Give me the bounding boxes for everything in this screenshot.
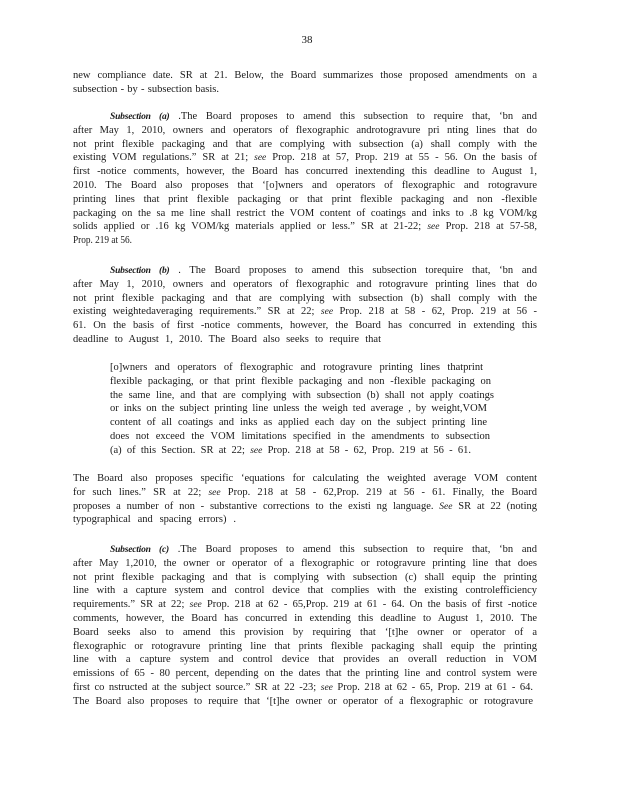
p2-line-6: 2010. The Board also proposes that ‘[o]wners and operators of flexographic and rotogravure xyxy=(73,179,537,191)
see-signal: see xyxy=(250,445,263,456)
p2-line-10: Prop. 219 at 56. xyxy=(73,235,132,247)
p2-line-7: printing lines that print flexible packaging or that print flexible packaging and non -flexible xyxy=(73,193,537,205)
paragraph-4 xyxy=(73,472,537,527)
p2-line-8: packaging on the sa me line shall restrict the VOM content of coatings and inks to .8 kg VOM/kg xyxy=(73,207,537,219)
p3-line-2: after May 1, 2010, owners and operators of flexographic and rotogravure printing lines that do xyxy=(73,278,537,290)
p5-line-8: flexographic or rotogravure printing line that prints flexible packaging shall equip the printing xyxy=(73,640,537,652)
see-signal: see xyxy=(208,487,221,498)
line-text: .The Board proposes to amend this subsection to require that, ‘bn and xyxy=(169,544,537,555)
p5-line-4: line with a capture system and control device that complies with the existing controlefficiency xyxy=(73,585,537,597)
p5-line-7: Board seeks also to amend this provision by requiring that ‘[t]he owner or operator of a xyxy=(73,626,537,638)
line-text: . The Board proposes to amend this subsection torequire that, ‘bn and xyxy=(169,265,537,276)
quote-line-7 xyxy=(110,444,471,458)
p5-line-1 xyxy=(110,543,537,557)
line-text: requirements.” SR at 22; xyxy=(73,599,190,611)
line-text: for such lines.” SR at 22; xyxy=(73,486,209,498)
see-signal: See xyxy=(439,501,453,512)
paragraph-subsection-a xyxy=(73,110,537,248)
paragraph-subsection-c xyxy=(73,543,537,709)
line-text: first co nstructed at the subject source.” SR at 22 -23; xyxy=(73,681,321,693)
line-text: (a) of this Section. SR at 22; xyxy=(110,444,251,456)
p2-line-2: after May 1, 2010, owners and operators of flexographic androtogravure pri nting lines that do xyxy=(73,124,537,136)
line-text: Prop. 218 at 57-58, xyxy=(439,221,537,233)
p5-line-6: comments, however, the Board has concurred in extending this deadline to August 1, 2010. The xyxy=(73,612,537,624)
p5-line-5 xyxy=(73,598,537,612)
page-number: 38 xyxy=(301,34,313,46)
subsection-c-heading: Subsection (c) xyxy=(110,545,169,555)
quote-line-6: does not exceed the VOM limitations specified in the amendments to subsection xyxy=(110,430,490,442)
p4-line-4: typographical and spacing errors) . xyxy=(73,514,236,526)
quote-line-4: or inks on the subject printing line unless the weigh ted average , by weight,VOM xyxy=(110,403,487,415)
p2-line-9 xyxy=(73,220,537,234)
p2-line-4 xyxy=(73,151,537,165)
line-text: proposes a number of non - substantive corrections to the existi ng language. xyxy=(73,500,440,512)
p5-line-2: after May 1,2010, the owner or operator of a flexographic or rotogravure printing line that does xyxy=(73,557,537,569)
see-signal: see xyxy=(189,600,202,611)
p2-line-1 xyxy=(110,110,537,124)
see-signal: see xyxy=(320,307,334,318)
line-text: Prop. 218 at 62 - 65, Prop. 219 at 61 - 64. xyxy=(332,681,533,693)
p3-line-4 xyxy=(73,305,537,319)
subsection-a-heading: Subsection (a) xyxy=(110,112,170,122)
line-text: existing weightedaveraging requirements.” SR at 22; xyxy=(73,306,321,318)
p2-line-5: first -notice comments, however, the Board has concurred inextending this deadline to August 1, xyxy=(73,166,537,178)
see-signal: see xyxy=(427,222,440,233)
paragraph-1 xyxy=(73,69,537,97)
p3-line-3: not print flexible packaging and that are complying with subsection (b) shall comply with the xyxy=(73,292,537,304)
p5-line-9: line with a capture system and control device that provides an overall reduction in VOM xyxy=(73,654,537,666)
line-text: Prop. 218 at 58 - 62, Prop. 219 at 56 - 61. xyxy=(262,444,471,456)
p5-line-10: emissions of 65 - 80 percent, depending on the dates that the printing line and control system were xyxy=(73,668,537,680)
subsection-b-heading: Subsection (b) xyxy=(110,266,170,276)
quote-line-1: [o]wners and operators of flexographic and rotogravure printing lines thatprint xyxy=(110,362,483,373)
p5-line-3: not print flexible packaging and that is complying with subsection (c) shall equip the printing xyxy=(73,571,537,583)
p4-line-2 xyxy=(73,486,537,500)
line-text: existing VOM regulations.” SR at 21; xyxy=(73,152,255,164)
quote-line-5: content of all coatings and inks as applied each day on the subject printing line xyxy=(110,417,487,429)
paragraph-subsection-b xyxy=(73,264,537,347)
p4-line-3 xyxy=(73,500,537,514)
line-text: solids applied or .16 kg VOM/kg materials applied or less.” SR at 21-22; xyxy=(73,221,428,233)
see-signal: see xyxy=(254,153,267,164)
line-text: Prop. 218 at 58 - 62, Prop. 219 at 56 - xyxy=(333,306,537,318)
p2-line-3: not print flexible packaging and that are complying with subsection (a) shall comply with the xyxy=(73,138,537,150)
line-text: Prop. 218 at 57, Prop. 219 at 55 - 56. On the basis of xyxy=(266,152,537,164)
p3-line-5: 61. On the basis of first -notice comments, however, the Board has concurred in extending this xyxy=(73,320,537,332)
line-text: .The Board proposes to amend this subsection to require that, ‘bn and xyxy=(169,111,537,122)
see-signal: see xyxy=(320,682,333,693)
p4-line-1: The Board also proposes specific ‘equations for calculating the weighted average VOM content xyxy=(73,473,537,484)
p5-line-11 xyxy=(73,681,533,695)
line-text: Prop. 218 at 58 - 62,Prop. 219 at 56 - 61. Finally, the Board xyxy=(220,486,537,498)
p3-line-6: deadline to August 1, 2010. The Board also seeks to require that xyxy=(73,333,381,345)
block-quote xyxy=(110,361,494,458)
line-text: SR at 22 (noting xyxy=(452,500,537,512)
p3-line-1 xyxy=(110,264,537,278)
quote-line-3: the same line, and that are complying with subsection (b) shall not apply coatings xyxy=(110,389,494,401)
p1-line-2: subsection - by - subsection basis. xyxy=(73,83,219,95)
line-text: Prop. 218 at 62 - 65,Prop. 219 at 61 - 64. On the basis of first -notice xyxy=(201,599,538,611)
quote-line-2: flexible packaging, or that print flexible packaging and non -flexible packaging on xyxy=(110,375,491,387)
p5-line-12: The Board also proposes to require that ‘[t]he owner or operator of a flexographic or rotogravure xyxy=(73,695,533,707)
p1-line-1: new compliance date. SR at 21. Below, the Board summarizes those proposed amendments on a xyxy=(73,70,537,81)
